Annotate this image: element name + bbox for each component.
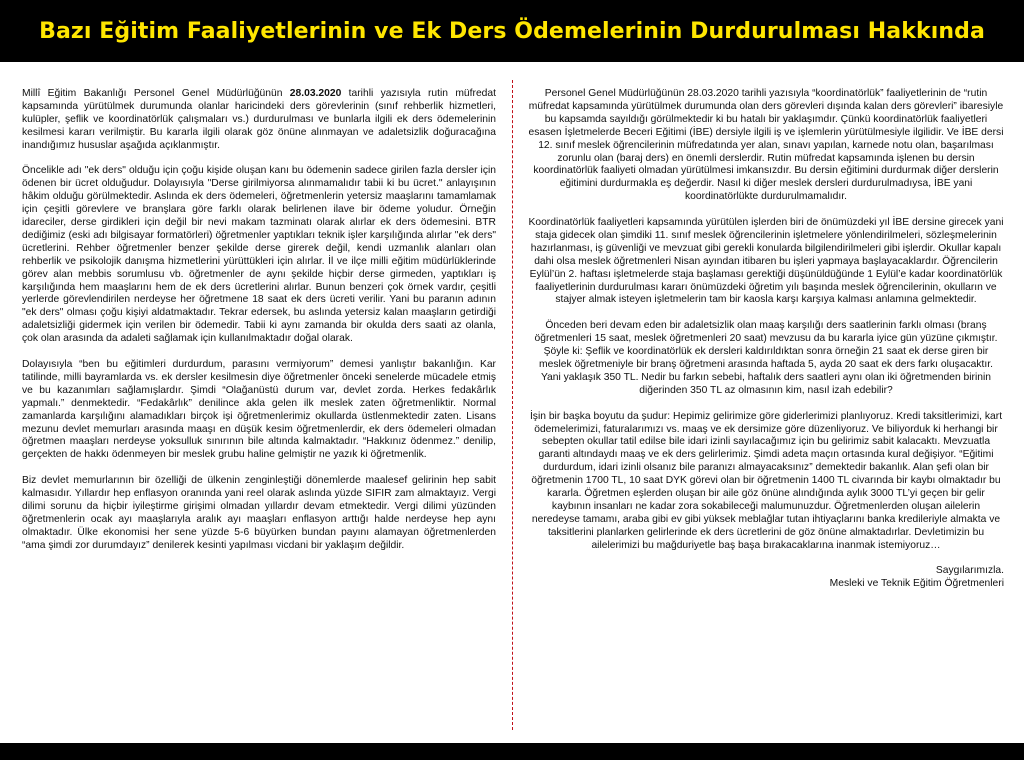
signature: Mesleki ve Teknik Eğitim Öğretmenleri — [829, 578, 1004, 590]
left-paragraph-2: Öncelikle adı "ek ders" olduğu için çoğu kişide oluşan kanı bu ödemenin sadece girilen fazla dersler için ödenen bir ücret olduğudur. Dolayısıyla "Derse girilmiyorsa alınmamalıdır tabii ki bu ücret." anlayışının hâkim olduğu görülmektedir. Aslında ek ders ödemeleri, öğretmenlerin yetersiz maaşlarını tamamlamak için çeşitli görevlere ve branşlara göre farklı olarak belirlenen ilave bir ödeme yoludur. Örneğin idareciler, derse girdikleri için değil bir nevi makam tazminatı olarak alırlar ek ders ödemesini. BTR dediğimiz (eski adı bilgisayar formatörleri) öğretmenler yaptıkları teknik işler karşılığında alırlar "ek ders" ücretlerini. Rehber öğretmenler benzer şekilde derse girerek değil, kendi uzmanlık alanları olan rehberlik ve psikolojik danışma hizmetlerini yürüttükleri için alırlar. İl ve ilçe milli eğitim müdürlüklerinde görev alan mebbis sorumlusu vb. öğretmenler de aynı şekilde hiçbir derse girmeden, yaptıkları iş karşılığında hem maaşlarını hem de ek ders ücretlerini alırlar. Bunun benzeri çok örnek vardır, çeşitli yerlerde görevlendirilen nerdeyse her öğretmene 18 saat ek ders ücreti verilir. Yani bu paranın adının "ek ders" olması çoğu kişiyi aldatmaktadır. Tekrar edersek, bu aslında yetersiz kalan maaşların getirdiği adaletsizliği gidermek için verilen bir ödemedir. Tabii ki aynı zamanda bir okulda ders saati az olanla, çok olan arasında da adaleti sağlamak için kullanılmaktadır doğal olarak. — [22, 165, 496, 345]
footer-bar — [0, 743, 1024, 760]
right-paragraph-3: Önceden beri devam eden bir adaletsizlik olan maaş karşılığı ders saatlerinin farklı olması (branş öğretmenleri 15 saat, meslek öğretmenleri 20 saat) mevzusu da bu kararla iyice gün yüzüne çıkmıştır. Şöyle ki: Şeflik ve koordinatörlük ek dersleri kaldırıldıktan sonra örneğin 21 saat ek derse giren bir meslek öğretmeniyle bir branş öğretmeni arasında haftada 5, ayda 20 saat ek ders farkı oluşacaktır. Yani yaklaşık 350 TL. Nedir bu farkın sebebi, haftalık ders saatleri aynı olan iki öğretmenden birinin diğerinden 350 TL az olmasının kim, nasıl izah edebilir? — [534, 320, 998, 396]
left-p1-rest: tarihli yazısıyla rutin müfredat kapsamında yürütülmek durumunda olanlar haricindeki ders görevlerinin (sınıf rehberlik hizmetleri, kulüpler, şeflik ve koordinatörlük çalışmaları vs.) durdurulması ve bunlarla ilgili ek ders ödemelerinin kesilmesi kararı verilmiştir. Bu kararla ilgili olarak göz önüne alınmayan ve adaletsizlik doğuracağına inandığımız hususlar aşağıda açıklanmıştır. — [22, 88, 496, 151]
left-paragraph-3: Dolayısıyla “ben bu eğitimleri durdurdum, parasını vermiyorum” demesi yanlıştır bakanlığın. Kar tatilinde, milli bayramlarda vs. ek dersler kesilmesin diye öğretmenler önceki senelerde mücadele etmiş ve bu kazanımları sağlamışlardır. Şimdi “Olağanüstü durum var, devlet zorda. Herkes fedakârlık yapmalı.” denmektedir. “Fedakârlık” denilince akla gelen ilk meslek zaten öğretmenliktir. Normal zamanlarda karşılığını alamadıkları birçok işi öğretmenlerimiz okullarda üstlenmektedir zaten. Lisans mezunu devlet memurları arasında maaşı en düşük kesim öğretmenlerdir, ek ders ödemeleri olmadan öğretmen maaşları nerdeyse yoksulluk sınırının bile altında kalmaktadır. “Hakkınız ödenmez.” denilip, gerçekten de hakkı ödenmeyen bir meslek grubu haline gelmiştir ne yazık ki öğretmenlik. — [22, 359, 496, 461]
right-column — [528, 88, 1004, 591]
left-paragraph-4: Biz devlet memurlarının bir özelliği de ülkenin zenginleştiği dönemlerde maalesef gelirinin hep sabit kalmasıdır. Yıllardır hep enflasyon oranında yani reel olarak aslında yüzde SIFIR zam almaktayız. Vergi dilimi sorunu da hiçbir iyileştirme girişimi olmadan yıllardır devam etmektedir. Vergi dilimi yüzünden öğretmenlerin ocak ayı maaşlarıyla aralık ayı maaşları enflasyon arttığı halde nerdeyse hep aynı olmaktadır. Ülke ekonomisi her sene yüzde 5-6 büyürken bundan payını alamayan öğretmenlerden “ama şimdi zor durumdayız” denilerek kesinti yapılması vicdani bir yaklaşım değildir. — [22, 475, 496, 551]
right-paragraph-1: Personel Genel Müdürlüğünün 28.03.2020 tarihli yazısıyla “koordinatörlük” faaliyetlerinin de “rutin müfredat kapsamında yürütülmek durumunda olan ders görevleri dışında kalan ders görevleri” ibaresiyle bu kapsamda sayıldığı görülmektedir ki bu hatalı bir yaklaşımdır. Çünkü koordinatörlük faaliyetleri esasen İşletmelerde Beceri Eğitimi (İBE) dersiyle ilgili iş ve işlemlerin yürütülmesiyle ilgilidir. Ve İBE dersi 12. sınıf meslek öğrencilerinin müfredatında yer alan, sınavı yapılan, karnede notu olan, başarılması zorunlu olan (baraj ders) en önemli derslerdir. Rutin müfredat kapsamında işlenen bu dersin koordinatörlük faaliyeti olmadan yürütülmesi imkansızdır. Bu dersin eğitimini durdurmak diğer derslerin eğitimini durdurmakla eş değerdir. Nasıl ki diğer meslek dersleri durdurulmadıysa, İBE yani koordinatörlükte durdurulmamalıdır. — [528, 88, 1004, 203]
column-divider — [512, 80, 513, 730]
left-column — [22, 88, 496, 565]
right-paragraph-2: Koordinatörlük faaliyetleri kapsamında yürütülen işlerden biri de önümüzdeki yıl İBE dersine girecek yani staja gidecek olan şimdiki 11. sınıf meslek öğrencilerinin işletmelere yönlendirilmeleri, sözleşmelerinin hazırlanması, iş güvenliği ve mevzuat gibi gerekli konularda bilgilendirilmeleri gibi işlerdir. Okullar kapalı dahi olsa meslek öğretmenleri Nisan ayından itibaren bu işleri yapmaya başlayacaklardır. Öğrencilerin Eylül’ün 2. haftası işletmelerde staja başlaması gerektiği düşünüldüğünde 1 Eylül’e kadar koordinatörlük faaliyetlerinin durdurulması kararı önümüzdeki öğretim yılı başında meslek öğrencilerinin, okulların ve stajyer almak isteyen işletmelerin tam bir kaosla karşı karşıya kalması anlamına gelmektedir. — [528, 217, 1004, 306]
left-paragraph-1 — [22, 88, 496, 153]
header-banner — [0, 0, 1024, 62]
closing-text: Saygılarımızla. — [935, 565, 1004, 577]
page-title: Bazı Eğitim Faaliyetlerinin ve Ek Ders Ödemelerinin Durdurulması Hakkında — [39, 18, 985, 44]
left-p1-intro: Millî Eğitim Bakanlığı Personel Genel Müdürlüğünün — [22, 88, 290, 99]
left-p1-date: 28.03.2020 — [289, 88, 342, 99]
right-paragraph-4: İşin bir başka boyutu da şudur: Hepimiz gelirimize göre giderlerimizi planlıyoruz. Kredi taksitlerimizi, kart ödemelerimizi, faturalarımızı vs. maaş ve ek dersimize göre düzenliyoruz. Ve biliyorduk ki herhangi bir sebepten okullar tatil edilse bile idari izinli sayılacağımız için bu gelirimiz sabit kalacaktı. Mevzuatla garanti altındaydı maaş ve ek ders gelirlerimiz. Şimdi adeta maçın ortasında kural değişiyor. “Eğitimi durdurdum, idari izinli olsanız bile paranızı almayacaksınız” demektedir bakanlık. Alan şefi olan bir öğretmenin 1700 TL, 10 saat DYK görevi olan bir öğretmenin 1400 TL civarında bir kaybı olmaktadır bu kararla. Öğretmen eşlerden oluşan bir aile göz önüne alındığında aylık 3000 TL’yi geçen bir gelir kaybının insanları ne kadar zora sokabileceği malumunuzdur. Öğretmenlerden oluşan ailelerin neredeyse tamamı, araba gibi ev gibi yüksek meblağlar tutan ihtiyaçlarını banka kredileriyle almakta ve taksitlerini planlarken gelirlerinde ek ders ücretlerini de göz önüne almaktadırlar. Devletimizin bu ailelerimizi bu mağduriyetle baş başa bırakacaklarına inanmak istemiyoruz… — [529, 410, 1003, 551]
